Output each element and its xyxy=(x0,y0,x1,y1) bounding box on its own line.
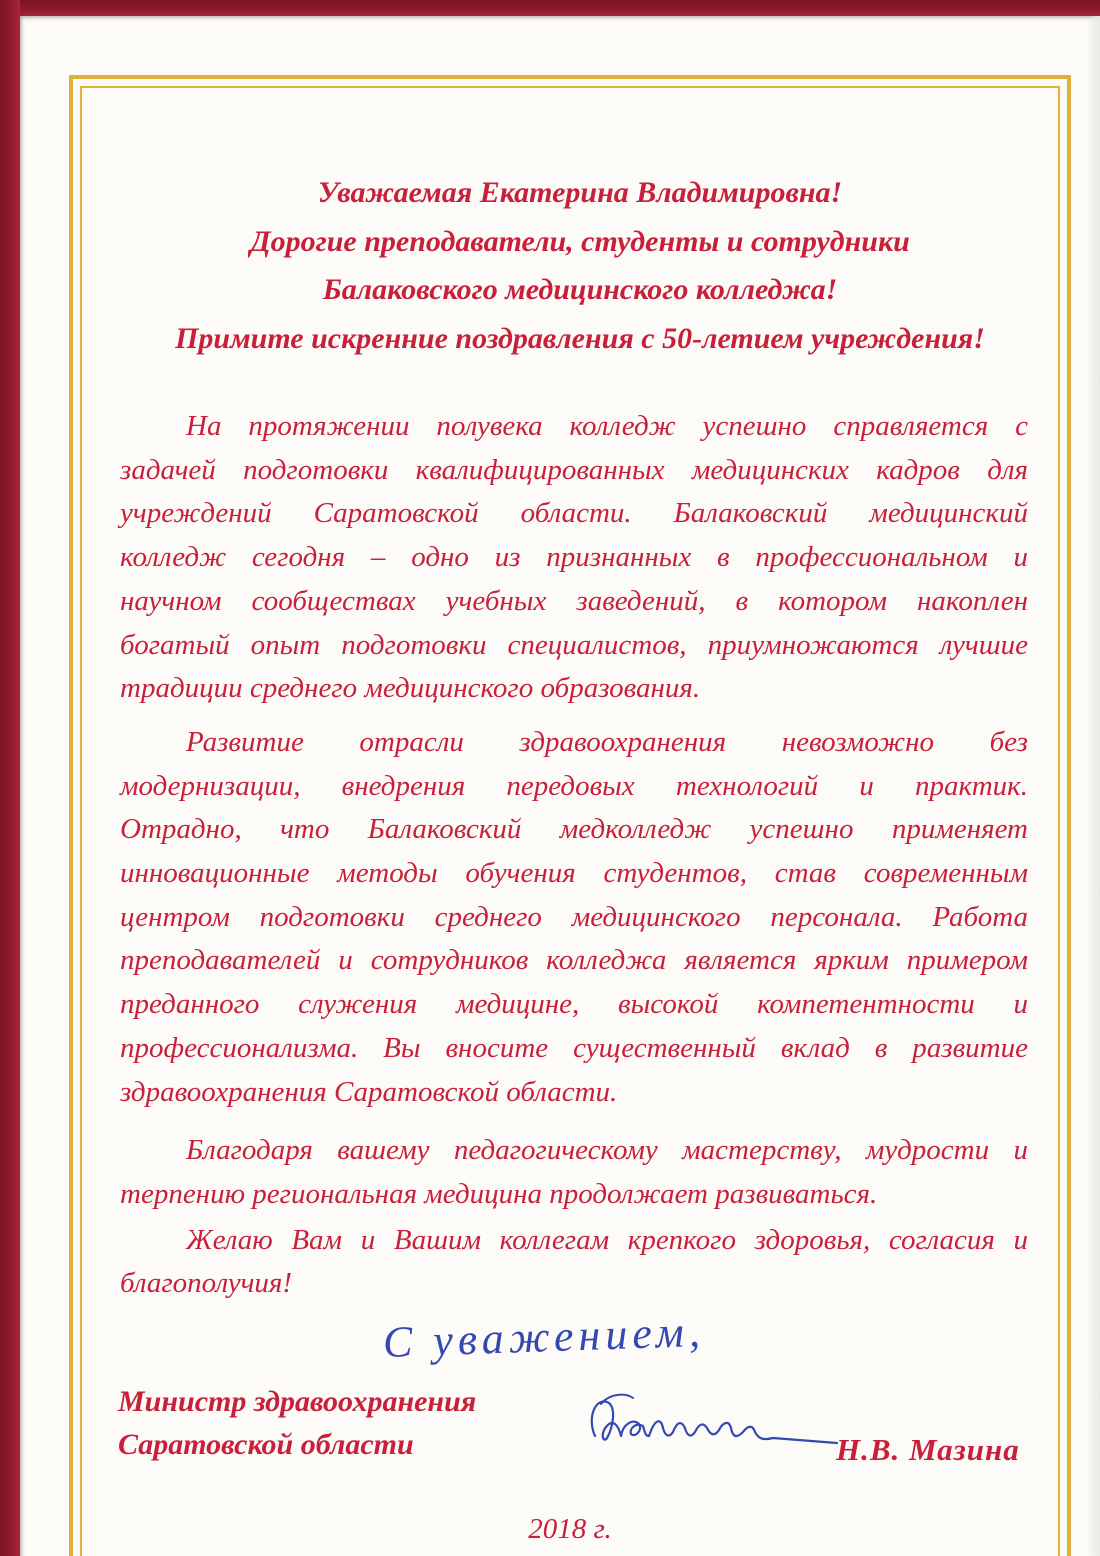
body-paragraph xyxy=(120,405,1028,711)
paragraph-line: колледж сегодня – одно из признанных в профессиональном и xyxy=(120,541,1028,574)
salutation-line: Уважаемая Екатерина Владимировна! xyxy=(317,176,843,209)
paragraph-line: Отрадно, что Балаковский медколледж успешно применяет xyxy=(120,813,1028,846)
signatory-title-line: Министр здравоохранения xyxy=(118,1385,477,1418)
signatory-title-line: Саратовской области xyxy=(118,1428,414,1461)
body-paragraph xyxy=(120,1219,1028,1306)
paragraph-line: модернизации, внедрения передовых технологий и практик. xyxy=(120,769,1028,802)
signatory-name: Н.В. Мазина xyxy=(836,1432,1020,1467)
paragraph-line: богатый опыт подготовки специалистов, приумножаются лучшие xyxy=(120,628,1028,661)
paragraph-line: здравоохранения Саратовской области. xyxy=(120,1075,618,1108)
paper-edge-shadow xyxy=(1086,16,1100,1556)
paragraph-line: Развитие отрасли здравоохранения невозможно без xyxy=(186,725,1028,758)
salutation-line: Балаковского медицинского колледжа! xyxy=(322,273,838,306)
handwritten-closing: С уважением, xyxy=(382,1306,706,1367)
salutation xyxy=(120,169,1040,363)
paragraph-line: центром подготовки среднего медицинского персонала. Работа xyxy=(120,900,1028,933)
paragraph-line: благополучия! xyxy=(120,1267,293,1300)
body-paragraph xyxy=(120,721,1028,1114)
salutation-line: Примите искренние поздравления с 50-летием учреждения! xyxy=(175,321,985,355)
paragraph-line: научном сообществах учебных заведений, в котором накоплен xyxy=(120,584,1028,617)
folder-cover-top xyxy=(0,0,1100,16)
paragraph-line: терпению региональная медицина продолжает развиваться. xyxy=(120,1177,878,1210)
paragraph-line: традиции среднего медицинского образования. xyxy=(120,672,701,705)
paragraph-line: Желаю Вам и Вашим коллегам крепкого здоровья, согласия и xyxy=(186,1223,1028,1256)
letter-date: 2018 г. xyxy=(528,1513,612,1545)
paragraph-line: Благодаря вашему педагогическому мастерству, мудрости и xyxy=(186,1134,1028,1167)
paragraph-line: задачей подготовки квалифицированных медицинских кадров для xyxy=(120,453,1028,486)
paragraph-line: преподавателей и сотрудников колледжа является ярким примером xyxy=(120,944,1028,977)
handwritten-signature xyxy=(585,1388,845,1458)
signatory-title xyxy=(118,1380,476,1466)
paragraph-line: инновационные методы обучения студентов, став современным xyxy=(120,857,1028,890)
letter-body xyxy=(120,405,1028,1306)
paragraph-line: На протяжении полувека колледж успешно справляется с xyxy=(186,410,1028,442)
salutation-line: Дорогие преподаватели, студенты и сотрудники xyxy=(250,224,910,258)
body-paragraph xyxy=(120,1129,1028,1216)
folder-cover-left xyxy=(0,0,20,1556)
paragraph-line: преданного служения медицине, высокой компетентности и xyxy=(120,988,1028,1021)
paragraph-line: профессионализма. Вы вносите существенный вклад в развитие xyxy=(120,1031,1028,1064)
paragraph-line: учреждений Саратовской области. Балаковский медицинский xyxy=(120,497,1028,530)
